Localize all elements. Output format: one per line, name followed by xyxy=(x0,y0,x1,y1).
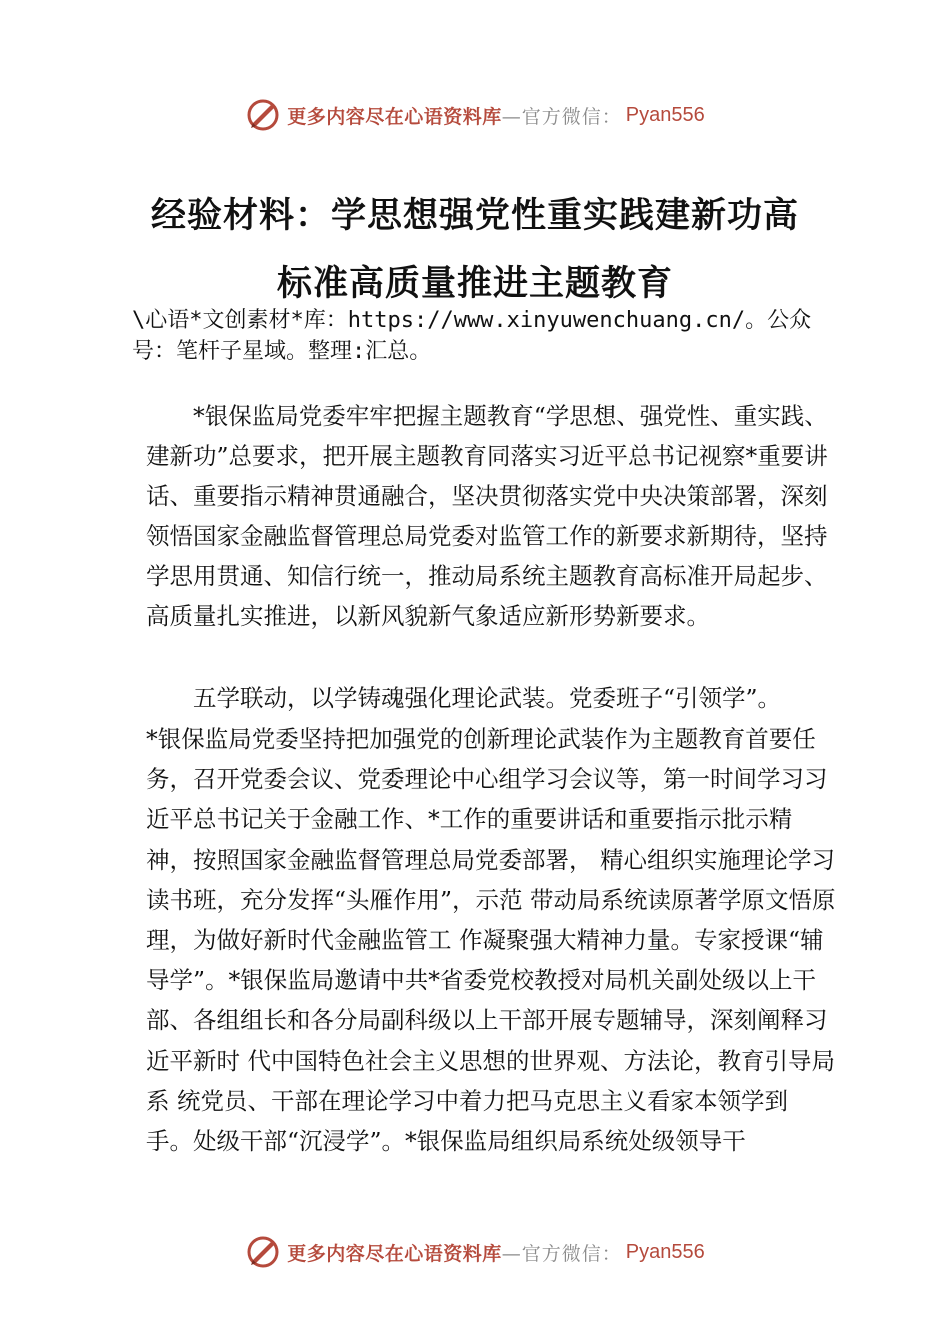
paragraph-body: *银保监局党委坚持把加强党的创新理论武装作为主题教育首要任务，召开党委会议、党委理论中心组学习会议等，第一时间学习习近平总书记关于金融工作、*工作的重要讲话和重要指示批示精神，按照国家金融监督管理总局党委部署， 精心组织实施理论学习读书班，充分发挥“头雁作用”，示范 带动局系统读原著学原文悟原理，为做好新时代金融监管工 作凝聚强大精神力量。专家授课“辅导学”。*银保监局邀请中共*省委党校教授对局机关副处级以上干部、各组组长和各分局副科级以上干部开展专题辅导，深刻阐释习近平新时 代中国特色社会主义思想的世界观、方法论，教育引导局系 统党员、干部在理论学习中着力把马克思主义看家本领学到 手。处级干部“沉浸学”。*银保监局组织局系统处级领导干 xyxy=(146,725,836,1156)
banner-text: 更多内容尽在心语资料库 xyxy=(287,1242,502,1265)
paragraph-intro: *银保监局党委牢牢把握主题教育“学思想、强党性、重实践、建新功”总要求，把开展主题教育同落实习近平总书记视察*重要讲话、重要指示精神贯通融合，坚决贯彻落实党中央决策部署，深刻领悟国家金融监督管理总局党委对监管工作的新要求新期待，坚持学思用贯通、知信行统一，推动局系统主题教育高标准开局起步、高质量扎实推进，以新风貌新气象适应新形势新要求。 xyxy=(146,402,828,630)
pen-logo-icon xyxy=(245,1234,281,1270)
footer-banner xyxy=(0,1232,950,1272)
wechat-id: Pyan556 xyxy=(625,103,705,126)
source-note: \心语*文创素材*库：https://www.xinyuwenchuang.cn/。公众号：笔杆子星域。整理:汇总。 xyxy=(132,308,812,364)
banner-text: 更多内容尽在心语资料库 xyxy=(287,105,502,128)
wechat-id: Pyan556 xyxy=(625,1240,705,1263)
document-title-line-2: 标准高质量推进主题教育 xyxy=(276,264,673,304)
paragraph-heading: 五学联动，以学铸魂强化理论武装。党委班子“引领学”。 xyxy=(193,684,782,712)
pen-logo-icon xyxy=(245,97,281,133)
header-banner xyxy=(0,95,950,135)
banner-separator: —官方微信： xyxy=(501,1242,622,1265)
banner-separator: —官方微信： xyxy=(501,105,622,128)
document-title-line-1: 经验材料：学思想强党性重实践建新功高 xyxy=(150,196,799,236)
